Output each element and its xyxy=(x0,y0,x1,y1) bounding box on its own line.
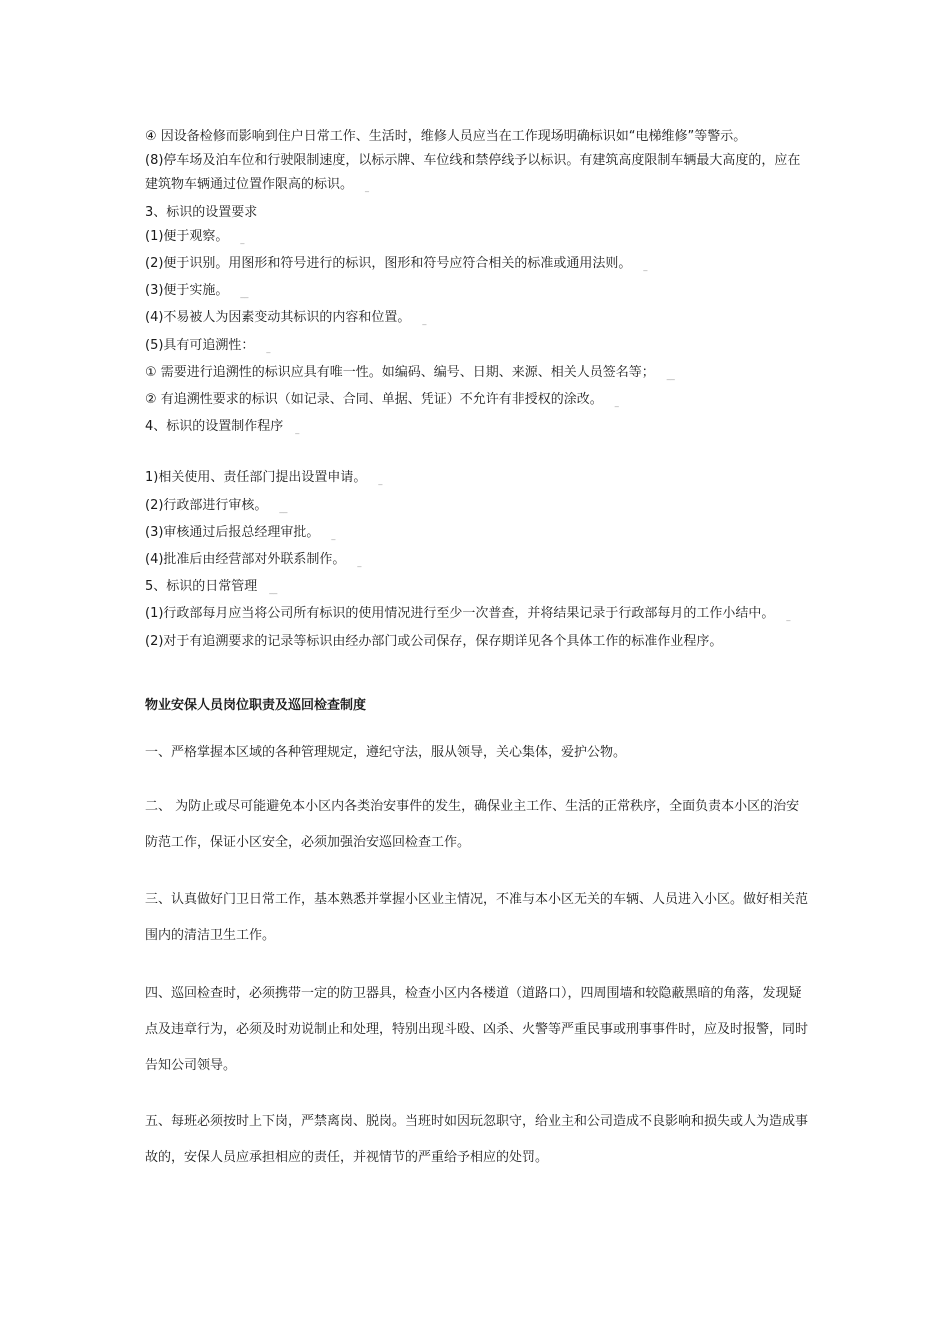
line: (5)具有可追溯性： _ xyxy=(145,337,271,353)
paragraph-mark-icon: _ xyxy=(266,343,271,353)
line: 3、标识的设置要求 xyxy=(145,204,258,220)
blank-line xyxy=(145,442,810,466)
line: (4)批准后由经营部对外联系制作。 _ xyxy=(145,552,362,568)
paragraph-1: 一、严格掌握本区域的各种管理规定，遵纪守法，服从领导，关心集体，爱护公物。 xyxy=(145,745,627,760)
line: (2)行政部进行审核。 __ xyxy=(145,497,288,513)
paragraph-mark-icon: __ xyxy=(240,289,249,299)
line: 4、标识的设置制作程序 _ xyxy=(145,419,300,435)
line: ② 有追溯性要求的标识（如记录、合同、单据、凭证）不允许有非授权的涂改。 _ xyxy=(145,392,619,408)
paragraph-4: 四、巡回检查时，必须携带一定的防卫器具，检查小区内各楼道（道路口），四周围墙和较隐蔽黑暗的角落，发现疑点及违章行为，必须及时劝说制止和处理，特别出现斗殴、凶杀、火警等严重民事或刑事事件时，应及时报警，同时告知公司领导。 xyxy=(145,986,809,1073)
paragraph-mark-icon: _ xyxy=(643,262,648,272)
line: (4)不易被人为因素变动其标识的内容和位置。 _ xyxy=(145,310,427,326)
paragraph-mark-icon: __ xyxy=(269,585,278,595)
line: (3)审核通过后报总经理审批。 _ xyxy=(145,524,336,540)
paragraph-mark-icon: _ xyxy=(422,316,427,326)
paragraph-mark-icon: _ xyxy=(378,476,383,486)
paragraph-5: 五、每班必须按时上下岗，严禁离岗、脱岗。当班时如因玩忽职守，给业主和公司造成不良影响和损失或人为造成事故的，安保人员应承担相应的责任，并视情节的严重给予相应的处罚。 xyxy=(145,1114,809,1165)
line: (1)行政部每月应当将公司所有标识的使用情况进行至少一次普查，并将结果记录于行政部每月的工作小结中。 _ xyxy=(145,606,791,622)
section-title: 物业安保人员岗位职责及巡回检查制度 xyxy=(145,698,367,713)
line: 1)相关使用、责任部门提出设置申请。 _ xyxy=(145,470,383,486)
line: (3)便于实施。 __ xyxy=(145,283,249,299)
paragraph-mark-icon: __ xyxy=(666,370,675,380)
paragraph-mark-icon: _ xyxy=(614,398,619,408)
section-a xyxy=(145,125,810,654)
line: (2)对于有追溯要求的记录等标识由经办部门或公司保存，保存期详见各个具体工作的标准作业程序。 xyxy=(145,633,723,649)
line: (2)便于识别。用图形和符号进行的标识，图形和符号应符合相关的标准或通用法则。 _ xyxy=(145,256,648,272)
line: ① 需要进行追溯性的标识应具有唯一性。如编码、编号、日期、来源、相关人员签名等； __ xyxy=(145,364,675,380)
line: (8)停车场及泊车位和行驶限制速度，以标示牌、车位线和禁停线予以标识。有建筑高度限制车辆最大高度的，应在建筑物车辆通过位置作限高的标识。 _ xyxy=(145,153,801,193)
paragraph-mark-icon: _ xyxy=(331,530,336,540)
paragraph-mark-icon: _ xyxy=(365,183,370,193)
line: ④ 因设备检修而影响到住户日常工作、生活时，维修人员应当在工作现场明确标识如“电梯维修”等警示。 xyxy=(145,129,747,144)
line: (1)便于观察。 _ xyxy=(145,228,245,244)
paragraph-3: 三、认真做好门卫日常工作，基本熟悉并掌握小区业主情况，不准与本小区无关的车辆、人员进入小区。做好相关范围内的清洁卫生工作。 xyxy=(145,892,809,943)
paragraph-mark-icon: _ xyxy=(786,612,791,622)
paragraph-mark-icon: __ xyxy=(279,503,288,513)
line: 5、标识的日常管理 __ xyxy=(145,579,278,595)
paragraph-mark-icon: _ xyxy=(357,558,362,568)
paragraph-2: 二、 为防止或尽可能避免本小区内各类治安事件的发生，确保业主工作、生活的正常秩序，全面负责本小区的治安防范工作，保证小区安全，必须加强治安巡回检查工作。 xyxy=(145,799,800,850)
paragraph-mark-icon: _ xyxy=(240,234,245,244)
paragraph-mark-icon: _ xyxy=(295,425,300,435)
